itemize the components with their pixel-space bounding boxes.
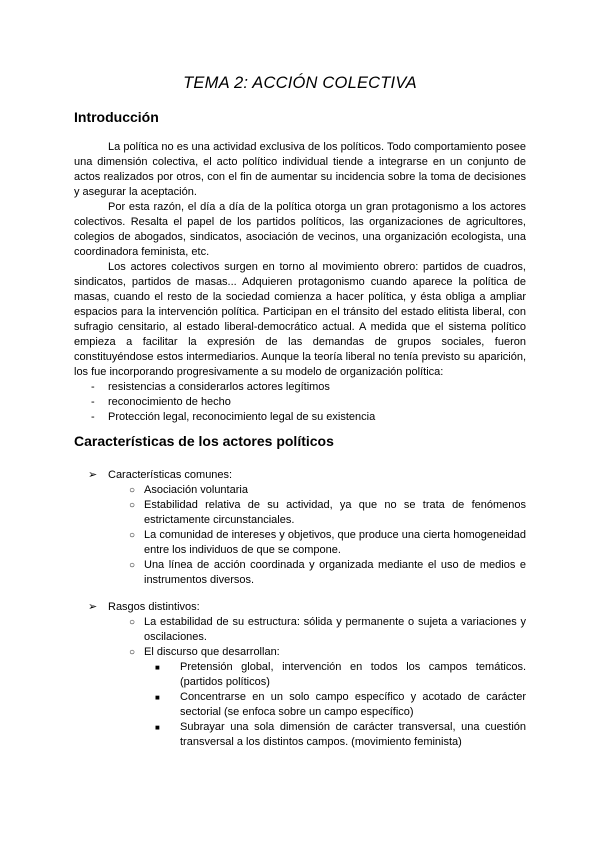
- square-list: [144, 660, 526, 750]
- list-item: [74, 528, 526, 558]
- square-bullet-icon: ■: [155, 723, 160, 732]
- circle-bullet-icon: ○: [129, 617, 136, 628]
- intro-body: [74, 140, 526, 425]
- arrow-item-label: Rasgos distintivos:: [108, 601, 200, 613]
- arrow-bullet-icon: ➢: [88, 601, 98, 613]
- list-item-text: El discurso que desarrollan:: [144, 646, 280, 658]
- circle-bullet-icon: ○: [129, 530, 136, 541]
- circle-bullet-icon: ○: [129, 647, 136, 658]
- list-item: [74, 660, 526, 690]
- circle-bullet-icon: ○: [129, 485, 136, 496]
- list-item: - resistencias a considerarlos actores legítimos: [74, 380, 526, 395]
- paragraph: Los actores colectivos surgen en torno al movimiento obrero: partidos de cuadros, sindicatos, partidos de masas... Adquieren protagonismo cuando aparece la política de masas, cuando el resto de la sociedad comienza a hacer política, y ésta obliga a ampliar espacios para la intervención política. Participan en el tránsito del estado elitista liberal, con sufragio censitario, al estado liberal-democrático actual. A medida que el sistema político empieza a facilitar la expresión de las demandas de grupos sociales, fueron constituyéndose estos intermediarios. Aunque la teoría liberal no tenía previsto su aparición, los fue incorporando progresivamente a su modelo de organización política:: [74, 261, 526, 378]
- distinctive-traits-block: [74, 600, 526, 750]
- arrow-item-common: [74, 468, 526, 483]
- circle-list: [74, 483, 526, 588]
- dash-list: [74, 380, 526, 425]
- section-heading-characteristics: Características de los actores políticos: [74, 433, 334, 449]
- circle-bullet-icon: ○: [129, 560, 136, 571]
- list-item: [74, 720, 526, 750]
- list-item-text: Pretensión global, intervención en todos los campos temáticos. (partidos políticos): [180, 661, 526, 688]
- circle-list: [74, 615, 526, 750]
- arrow-item-label: Características comunes:: [108, 469, 233, 481]
- list-item-text: Subrayar una sola dimensión de carácter transversal, una cuestión transversal a los distintos campos. (movimiento feminista): [180, 721, 526, 748]
- list-item-text: Estabilidad relativa de su actividad, ya que no se trata de fenómenos estrictamente circunstanciales.: [144, 499, 526, 526]
- list-item: - Protección legal, reconocimiento legal de su existencia: [74, 410, 526, 425]
- circle-bullet-icon: ○: [129, 500, 136, 511]
- list-item-text: Concentrarse en un solo campo específico y acotado de carácter sectorial (se enfoca sobre un campo específico): [180, 691, 526, 718]
- list-item-text: La estabilidad de su estructura: sólida y permanente o sujeta a variaciones y oscilaciones.: [144, 616, 526, 643]
- list-item: [74, 645, 526, 750]
- list-item-text: La comunidad de intereses y objetivos, que produce una cierta homogeneidad entre los individuos de que se compone.: [144, 529, 526, 556]
- square-bullet-icon: ■: [155, 693, 160, 702]
- list-item-text: Asociación voluntaria: [144, 484, 248, 496]
- list-item-text: Una línea de acción coordinada y organizada mediante el uso de medios e instrumentos diversos.: [144, 559, 526, 586]
- list-item: [74, 498, 526, 528]
- paragraph: Por esta razón, el día a día de la política otorga un gran protagonismo a los actores colectivos. Resalta el papel de los partidos políticos, las organizaciones de agricultores, colegios de abogados, sindicatos, asociación de vecinos, una organización ecologista, una coordinadora feminista, etc.: [74, 201, 526, 258]
- section-heading-intro: Introducción: [74, 109, 159, 125]
- square-bullet-icon: ■: [155, 663, 160, 672]
- list-item: [74, 615, 526, 645]
- list-item: [74, 558, 526, 588]
- arrow-bullet-icon: ➢: [88, 469, 98, 481]
- list-item: [74, 690, 526, 720]
- arrow-item-distinct: [74, 600, 526, 615]
- common-characteristics-block: [74, 468, 526, 588]
- paragraph: La política no es una actividad exclusiva de los políticos. Todo comportamiento posee una dimensión colectiva, el acto político individual tiende a integrarse en un conjunto de actos realizados por otros, con el fin de aumentar su incidencia sobre la toma de decisiones y asegurar la aceptación.: [74, 141, 526, 198]
- list-item: - reconocimiento de hecho: [74, 395, 526, 410]
- list-item: [74, 483, 526, 498]
- page-title: TEMA 2: ACCIÓN COLECTIVA: [183, 74, 417, 92]
